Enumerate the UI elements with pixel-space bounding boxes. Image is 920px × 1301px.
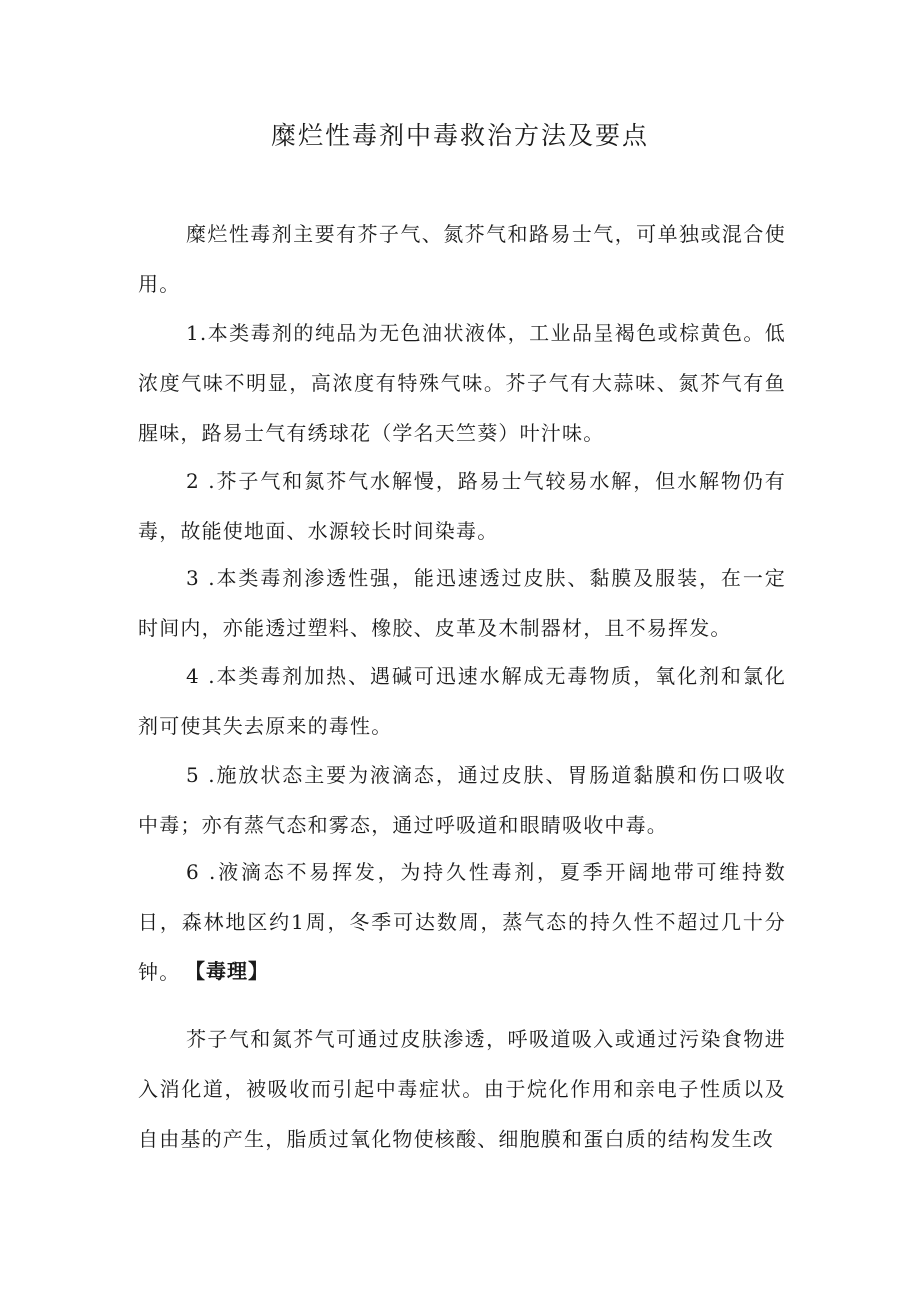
item-3-paragraph: 3 .本类毒剂渗透性强，能迅速透过皮肤、黏膜及服装，在一定时间内，亦能透过塑料、橡胶、皮革及木制器材，且不易挥发。 xyxy=(138,566,786,640)
item-5-paragraph: 5 .施放状态主要为液滴态，通过皮肤、胃肠道黏膜和伤口吸收中毒；亦有蒸气态和雾态，通过呼吸道和眼睛吸收中毒。 xyxy=(138,763,786,837)
intro-paragraph: 糜烂性毒剂主要有芥子气、氮芥气和路易士气，可单独或混合使用。 xyxy=(138,222,786,296)
item-4-paragraph: 4 .本类毒剂加热、遇碱可迅速水解成无毒物质，氧化剂和氯化剂可使其失去原来的毒性。 xyxy=(138,664,786,738)
item-1-paragraph: 1.本类毒剂的纯品为无色油状液体，工业品呈褐色或棕黄色。低浓度气味不明显，高浓度有特殊气味。芥子气有大蒜味、氮芥气有鱼腥味，路易士气有绣球花（学名天竺葵）叶汁味。 xyxy=(138,321,786,445)
document-title: 糜烂性毒剂中毒救治方法及要点 xyxy=(270,121,649,150)
section-heading-toxicology: 【毒理】 xyxy=(185,959,269,983)
item-2-paragraph: 2 .芥子气和氮芥气水解慢，路易士气较易水解，但水解物仍有毒，故能使地面、水源较长时间染毒。 xyxy=(138,469,786,543)
toxicology-paragraph: 芥子气和氮芥气可通过皮肤渗透，呼吸道吸入或通过污染食物进入消化道，被吸收而引起中毒症状。由于烷化作用和亲电子性质以及自由基的产生，脂质过氧化物使核酸、细胞膜和蛋白质的结构发生改 xyxy=(138,1027,786,1151)
item-6-paragraph: 6 .液滴态不易挥发，为持久性毒剂，夏季开阔地带可维持数日，森林地区约1周，冬季可达数周，蒸气态的持久性不超过几十分钟。 xyxy=(138,860,786,984)
